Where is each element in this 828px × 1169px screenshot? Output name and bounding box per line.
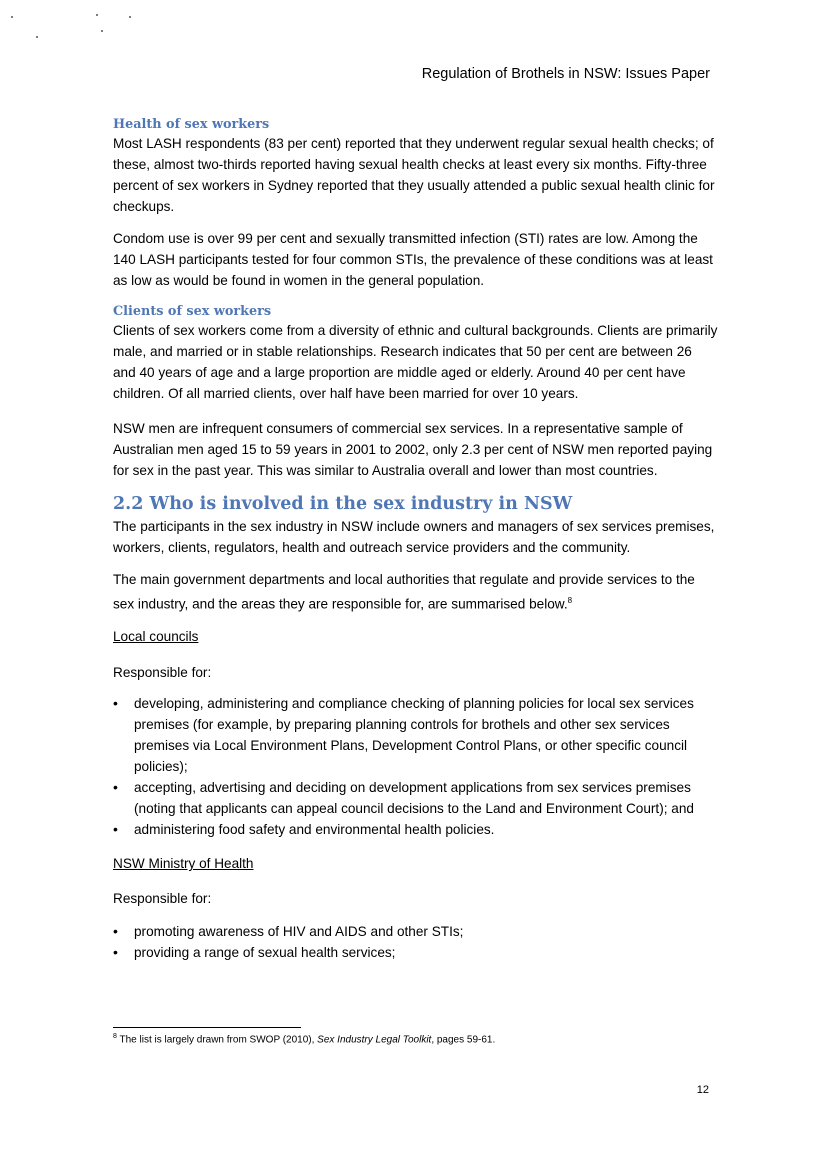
scan-speck <box>96 14 98 16</box>
list-item: • developing, administering and compliance checking of planning policies for local sex services premises (for example, by preparing planning controls for brothels and other sex services premises via Local Environment Plans, Development Control Plans, or other specific council policies); <box>113 693 717 777</box>
label-responsible-for: Responsible for: <box>113 665 212 680</box>
paragraph-clients-2: NSW men are infrequent consumers of commercial sex services. In a representative sample of Australian men aged 15 to 59 years in 2001 to 2002, only 2.3 per cent of NSW men reported paying for sex in the past year. This was similar to Australia overall and lower than most countries. <box>113 421 713 478</box>
footnote-separator <box>113 1027 301 1028</box>
footnote-text-before: The list is largely drawn from SWOP (2010), <box>119 1034 318 1046</box>
footnote-title: Sex Industry Legal Toolkit <box>317 1034 432 1046</box>
paragraph-who-1: The participants in the sex industry in NSW include owners and managers of sex services premises, workers, clients, regulators, health and outreach service providers and the community. <box>113 519 715 555</box>
footnote-reference[interactable]: 8 <box>567 596 573 605</box>
scan-speck <box>101 30 103 32</box>
heading-who-is-involved: 2.2 Who is involved in the sex industry in NSW <box>113 494 573 514</box>
ministry-of-health-list <box>113 921 717 963</box>
scan-speck <box>36 36 38 38</box>
footnote <box>113 1033 495 1045</box>
heading-health-of-sex-workers: Health of sex workers <box>113 117 270 132</box>
list-item: • accepting, advertising and deciding on development applications from sex services premises (noting that applicants can appeal council decisions to the Land and Environment Court); and <box>113 777 717 819</box>
paragraph-clients-1: Clients of sex workers come from a diversity of ethnic and cultural backgrounds. Clients are primarily male, and married or in stable relationships. Research indicates that 50 per cent are between 26 and 40 years of age and a large proportion are middle aged or elderly. Around 40 per cent have children. Of all married clients, over half have been married for over 10 years. <box>113 323 718 401</box>
footnote-text-after: , pages 59-61. <box>431 1034 496 1046</box>
heading-clients-of-sex-workers: Clients of sex workers <box>113 304 272 319</box>
label-responsible-for: Responsible for: <box>113 891 212 906</box>
page-number: 12 <box>696 1084 709 1096</box>
local-councils-list <box>113 693 717 840</box>
footnote-mark: 8 <box>113 1033 117 1040</box>
paragraph-who-2-text: The main government departments and local authorities that regulate and provide services to the sex industry, and the areas they are responsible for, are summarised below. <box>113 572 695 612</box>
subheading-local-councils: Local councils <box>113 629 199 644</box>
paragraph-who-2 <box>113 569 718 615</box>
running-header: Regulation of Brothels in NSW: Issues Paper <box>421 66 710 82</box>
scan-speck <box>129 16 131 18</box>
list-item: • promoting awareness of HIV and AIDS and other STIs; <box>113 921 717 942</box>
scan-speck <box>11 16 13 18</box>
paragraph-health-1: Most LASH respondents (83 per cent) reported that they underwent regular sexual health checks; of these, almost two-thirds reported having sexual health checks at least every six months. Fifty-three percent of sex workers in Sydney reported that they usually attended a public sexual health clinic for checkups. <box>113 136 715 214</box>
list-item: • providing a range of sexual health services; <box>113 942 717 963</box>
list-item: • administering food safety and environmental health policies. <box>113 819 717 840</box>
paragraph-health-2: Condom use is over 99 per cent and sexually transmitted infection (STI) rates are low. Among the 140 LASH participants tested for four common STIs, the prevalence of these conditions was at least as low as would be found in women in the general population. <box>113 231 713 288</box>
subheading-nsw-ministry-of-health: NSW Ministry of Health <box>113 856 254 871</box>
